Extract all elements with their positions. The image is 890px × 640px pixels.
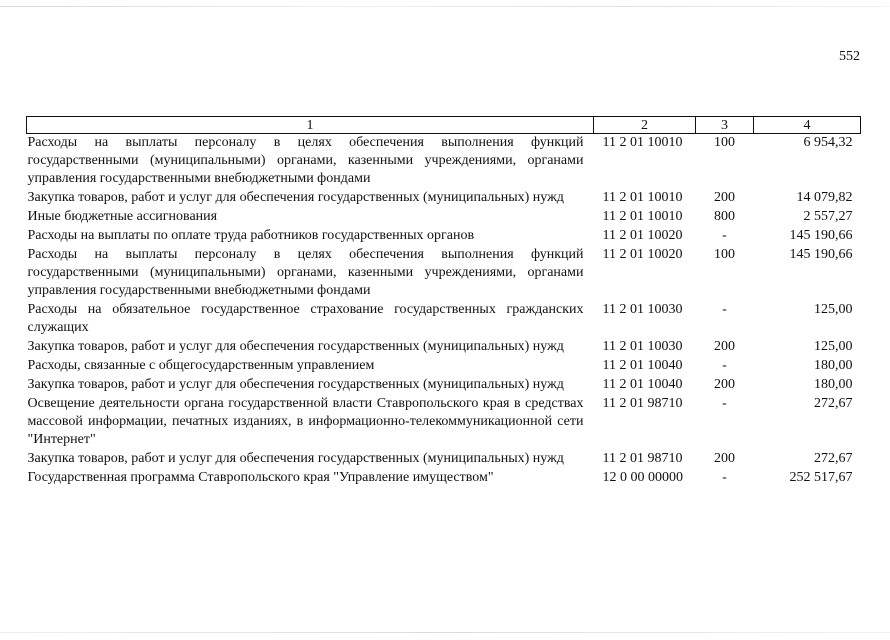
budget-table: [26, 116, 861, 488]
row-name: Иные бюджетные ассигнования: [27, 209, 218, 224]
row-name: Расходы на выплаты персоналу в целях обеспечения выполнения функций государственными (муниципальными) органами, казенными учреждениями, органами управления государственными внебюджетными фондами: [27, 247, 584, 298]
row-name: Расходы на выплаты персоналу в целях обеспечения выполнения функций государственными (муниципальными) органами, казенными учреждениями, органами управления государственными внебюджетными фондами: [27, 135, 584, 186]
table-row: [27, 338, 861, 357]
row-amount: 252 517,67: [789, 470, 853, 485]
row-name: Закупка товаров, работ и услуг для обеспечения государственных (муниципальных) нужд: [27, 190, 564, 205]
table-row: [27, 395, 861, 450]
row-type: -: [722, 470, 727, 485]
row-amount: 145 190,66: [789, 247, 853, 262]
row-amount: 125,00: [814, 302, 853, 317]
row-code: 11 2 01 98710: [602, 396, 683, 411]
table-row: [27, 134, 861, 190]
table-row: [27, 357, 861, 376]
row-amount: 6 954,32: [803, 135, 853, 150]
row-type: -: [722, 358, 727, 373]
row-code: 11 2 01 10020: [602, 228, 683, 243]
row-code: 11 2 01 98710: [602, 451, 683, 466]
row-type: 200: [714, 451, 735, 466]
row-code: 11 2 01 10010: [602, 135, 683, 150]
row-amount: 145 190,66: [789, 228, 853, 243]
header-col-3: 3: [696, 117, 754, 134]
row-amount: 272,67: [814, 451, 853, 466]
table-row: [27, 301, 861, 338]
row-type: 200: [714, 190, 735, 205]
row-amount: 2 557,27: [803, 209, 853, 224]
table-row: [27, 208, 861, 227]
row-type: -: [722, 396, 727, 411]
row-name: Освещение деятельности органа государственной власти Ставропольского края в средствах массовой информации, печатных изданиях, в информационно-телекоммуникационной сети "Интернет": [27, 396, 584, 447]
row-type: 100: [714, 135, 735, 150]
row-name: Расходы, связанные с общегосударственным управлением: [27, 358, 375, 373]
row-name: Закупка товаров, работ и услуг для обеспечения государственных (муниципальных) нужд: [27, 339, 564, 354]
row-name: Государственная программа Ставропольского края "Управление имуществом": [27, 470, 494, 485]
header-col-1: 1: [27, 117, 594, 134]
row-amount: 14 079,82: [796, 190, 853, 205]
table-header-row: [27, 117, 861, 134]
row-name: Расходы на выплаты по оплате труда работников государственных органов: [27, 228, 475, 243]
scan-edge-top: [0, 6, 890, 7]
row-amount: 272,67: [814, 396, 853, 411]
row-type: 200: [714, 339, 735, 354]
row-code: 11 2 01 10020: [602, 247, 683, 262]
table-row: [27, 227, 861, 246]
header-col-2: 2: [594, 117, 696, 134]
table-row: [27, 246, 861, 301]
row-name: Закупка товаров, работ и услуг для обеспечения государственных (муниципальных) нужд: [27, 377, 564, 392]
row-code: 11 2 01 10010: [602, 209, 683, 224]
row-type: -: [722, 302, 727, 317]
row-code: 11 2 01 10030: [602, 302, 683, 317]
row-type: 800: [714, 209, 735, 224]
row-type: -: [722, 228, 727, 243]
row-amount: 180,00: [814, 377, 853, 392]
table-row: [27, 469, 861, 488]
row-amount: 180,00: [814, 358, 853, 373]
row-code: 11 2 01 10040: [602, 377, 683, 392]
table-row: [27, 450, 861, 469]
row-amount: 125,00: [814, 339, 853, 354]
row-type: 100: [714, 247, 735, 262]
table-row: [27, 189, 861, 208]
row-type: 200: [714, 377, 735, 392]
table-row: [27, 376, 861, 395]
scan-edge-bottom: [0, 632, 890, 633]
row-name: Закупка товаров, работ и услуг для обеспечения государственных (муниципальных) нужд: [27, 451, 564, 466]
page-number: 552: [839, 49, 860, 64]
row-code: 12 0 00 00000: [602, 470, 683, 485]
row-code: 11 2 01 10040: [602, 358, 683, 373]
header-col-4: 4: [754, 117, 861, 134]
row-code: 11 2 01 10030: [602, 339, 683, 354]
row-code: 11 2 01 10010: [602, 190, 683, 205]
row-name: Расходы на обязательное государственное страхование государственных гражданских служащих: [27, 302, 584, 335]
